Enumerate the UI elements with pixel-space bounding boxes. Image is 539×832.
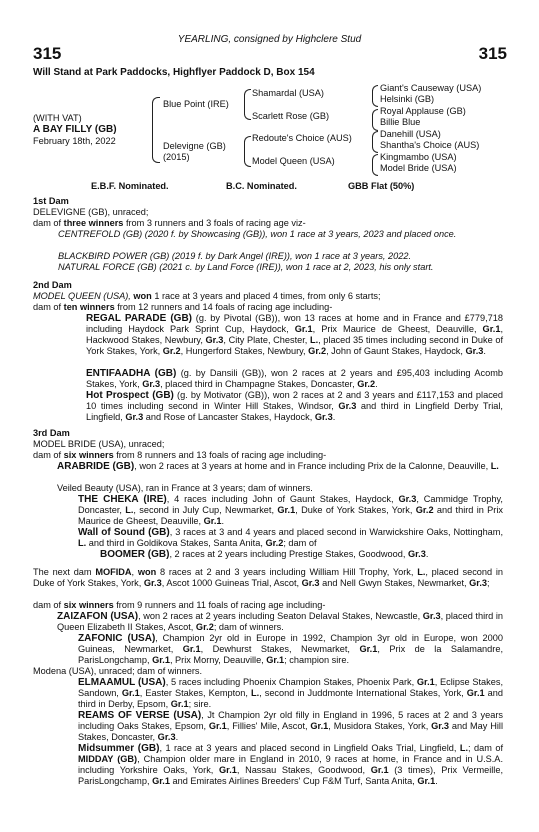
first-dam-foal-2: BLACKBIRD POWER (GB) (2019 f. by Dark Angel (IRE)), won 1 race at 3 years, 2022. bbox=[58, 251, 412, 261]
pedigree-dsd: Shantha's Choice (AUS) bbox=[380, 140, 480, 150]
third-dam-heading: 3rd Dam bbox=[33, 428, 70, 438]
second-dam-foal-entifaadha: ENTIFAADHA (GB) (g. by Dansili (GB)), won 2 races at 2 years and £95,403 including Acomb Stakes, York, Gr.3, placed third in Champagne Stakes, Doncaster, Gr.2. bbox=[86, 368, 503, 389]
lot-number-left: 315 bbox=[33, 44, 62, 63]
fourth-gen-the-cheka: THE CHEKA (IRE), 4 races including John of Gaunt Stakes, Haydock, Gr.3, Cammidge Trophy, Doncaster, L., second in July Cup, Newmarket, Gr.1, Duke of York Stakes, York, Gr.2 and third in Prix Maurice de Gheest, Deauville, Gr.1. bbox=[78, 494, 503, 526]
first-dam-foal-3: NATURAL FORCE (GB) (2021 c. by Land Force (IRE)), won 1 race at 2, 2023, his only start. bbox=[58, 262, 434, 272]
pedigree-brace-dam bbox=[244, 136, 251, 167]
fourth-dam-mofida: The next dam MOFIDA, won 8 races at 2 and 3 years including William Hill Trophy, York, L., placed second in Duke of York Stakes, York, Gr.3, Ascot 1000 Guineas Trial, Ascot, Gr.3 and Nell Gwyn Stakes, Newmarket, Gr.3; bbox=[33, 567, 504, 588]
first-dam-foal-1: CENTREFOLD (GB) (2020 f. by Showcasing (GB)), won 1 race at 3 years, 2023 and placed once. bbox=[58, 229, 457, 239]
third-dam-foal-arabride: ARABRIDE (GB), won 2 races at 3 years at home and in France including Prix de la Calonne, Deauville, L. bbox=[57, 461, 499, 472]
first-dam-heading: 1st Dam bbox=[33, 196, 69, 206]
second-dam-produce: dam of ten winners from 12 runners and 14 foals of racing age including- bbox=[33, 302, 333, 312]
fifth-gen-boomer: BOOMER (GB), 2 races at 2 years including Prestige Stakes, Goodwood, Gr.3. bbox=[100, 549, 429, 560]
horse-description: A BAY FILLY (GB) bbox=[33, 124, 117, 135]
second-dam-name: MODEL QUEEN (USA), won 1 race at 3 years and placed 4 times, from only 6 starts; bbox=[33, 291, 381, 301]
pedigree-ddd: Model Bride (USA) bbox=[380, 163, 457, 173]
fifth-gen-elmaamul: ELMAAMUL (USA), 5 races including Phoenix Champion Stakes, Phoenix Park, Gr.1, Eclipse Stakes, Sandown, Gr.1, Easter Stakes, Kempton, L., second in Juddmonte International Stakes, York, Gr.1 and third in Derby, Epsom, Gr.1; sire. bbox=[78, 677, 504, 709]
pedigree-brace-sd bbox=[372, 109, 378, 131]
third-dam-produce: dam of six winners from 8 runners and 13 foals of racing age including- bbox=[33, 450, 327, 460]
second-dam-heading: 2nd Dam bbox=[33, 280, 72, 290]
pedigree-sds: Royal Applause (GB) bbox=[380, 106, 466, 116]
vat-label: (WITH VAT) bbox=[33, 113, 82, 123]
pedigree-brace-sire bbox=[244, 89, 251, 120]
fourth-dam-foal-zaizafon: ZAIZAFON (USA), won 2 races at 2 years including Seaton Delaval Stakes, Newcastle, Gr.3, placed third in Queen Elizabeth II Stakes, Ascot, Gr.2; dam of winners. bbox=[57, 611, 503, 632]
pedigree-sire: Blue Point (IRE) bbox=[163, 99, 229, 109]
pedigree-dds: Kingmambo (USA) bbox=[380, 152, 457, 162]
pedigree-sire-sire: Shamardal (USA) bbox=[252, 88, 324, 98]
pedigree-sire-dam: Scarlett Rose (GB) bbox=[252, 111, 330, 121]
pedigree-dam-year: (2015) bbox=[163, 152, 190, 162]
pedigree-brace-ds bbox=[372, 131, 378, 153]
third-dam-foal-veiled-beauty: Veiled Beauty (USA), ran in France at 3 years; dam of winners. bbox=[57, 483, 313, 493]
pedigree-dam-sire: Redoute's Choice (AUS) bbox=[252, 133, 352, 143]
stand-line: Will Stand at Park Paddocks, Highflyer Paddock D, Box 154 bbox=[33, 67, 315, 78]
pedigree-brace-dd bbox=[372, 154, 378, 176]
pedigree-dam-dam: Model Queen (USA) bbox=[252, 156, 335, 166]
bc-nomination: B.C. Nominated. bbox=[226, 181, 297, 191]
pedigree-brace-ss bbox=[372, 85, 378, 107]
first-dam-produce: dam of three winners from 3 runners and 3 foals of racing age viz- bbox=[33, 218, 306, 228]
fifth-gen-midsummer: Midsummer (GB), 1 race at 3 years and placed second in Lingfield Oaks Trial, Lingfield, L.; dam of MIDDAY (GB), Champion older mare in England in 2010, 9 races at home, in France and in U.S.A. including Yorkshire Oaks, York, Gr.1, Nassau Stakes, Goodwood, Gr.1 (3 times), Prix Vermeille, ParisLongchamp, Gr.1 and Emirates Airlines Breeders' Cup F&M Turf, Santa Anita, Gr.1. bbox=[78, 743, 504, 786]
pedigree-brace-main bbox=[152, 97, 160, 163]
fourth-gen-wall-of-sound: Wall of Sound (GB), 3 races at 3 and 4 years and placed second in Warwickshire Oaks, Nottingham, L. and third in Goldikova Stakes, Santa Anita, Gr.2; dam of bbox=[78, 527, 504, 548]
foaling-date: February 18th, 2022 bbox=[33, 136, 116, 146]
pedigree-sss: Giant's Causeway (USA) bbox=[380, 83, 482, 93]
fourth-dam-produce: dam of six winners from 9 runners and 11 foals of racing age including- bbox=[33, 600, 326, 610]
second-dam-foal-hot-prospect: Hot Prospect (GB) (g. by Motivator (GB)), won 2 races at 2 and 3 years and £117,153 and placed 10 times including second in Winter Hill Stakes, Windsor, Gr.3 and third in Lingfield Derby Trial, Lingfield, Gr.3 and Rose of Lancaster Stakes, Haydock, Gr.3. bbox=[86, 390, 504, 422]
fifth-gen-zafonic: ZAFONIC (USA), Champion 2yr old in Europe in 1992, Champion 3yr old in Europe, won 2000 Guineas, Newmarket, Gr.1, Dewhurst Stakes, Newmarket, Gr.1, Prix de la Salamandre, ParisLongchamp, Gr.1, Prix Morny, Deauville, Gr.1; champion sire. bbox=[78, 633, 503, 665]
lot-number-right: 315 bbox=[478, 44, 507, 63]
gbb-nomination: GBB Flat (50%) bbox=[348, 181, 415, 191]
fourth-dam-foal-modena: Modena (USA), unraced; dam of winners. bbox=[33, 666, 203, 676]
third-dam-name: MODEL BRIDE (USA), unraced; bbox=[33, 439, 165, 449]
pedigree-dss: Danehill (USA) bbox=[380, 129, 441, 139]
ebf-nomination: E.B.F. Nominated. bbox=[91, 181, 169, 191]
consignor-line: YEARLING, consigned by Highclere Stud bbox=[177, 34, 362, 45]
pedigree-dam: Delevigne (GB) bbox=[163, 141, 226, 151]
pedigree-ssd: Helsinki (GB) bbox=[380, 94, 435, 104]
second-dam-foal-regal-parade: REGAL PARADE (GB) (g. by Pivotal (GB)), won 13 races at home and in France and £779,718 including Haydock Park Sprint Cup, Haydock, Gr.1, Prix Maurice de Gheest, Deauville, Gr.1, Hackwood Stakes, Newbury, Gr.3, City Plate, Chester, L., placed 35 times including second in Duke of York Stakes, York, Gr.2, Hungerford Stakes, Newbury, Gr.2, John of Gaunt Stakes, Haydock, Gr.3. bbox=[86, 313, 503, 356]
fifth-gen-reams-of-verse: REAMS OF VERSE (USA), Jt Champion 2yr old filly in England in 1996, 5 races at 2 and 3 years including Oaks Stakes, Epsom, Gr.1, Fillies' Mile, Ascot, Gr.1, Musidora Stakes, York, Gr.3 and May Hill Stakes, Doncaster, Gr.3. bbox=[78, 710, 503, 742]
first-dam-name: DELEVIGNE (GB), unraced; bbox=[33, 207, 149, 217]
pedigree-sdd: Billie Blue bbox=[380, 117, 421, 127]
